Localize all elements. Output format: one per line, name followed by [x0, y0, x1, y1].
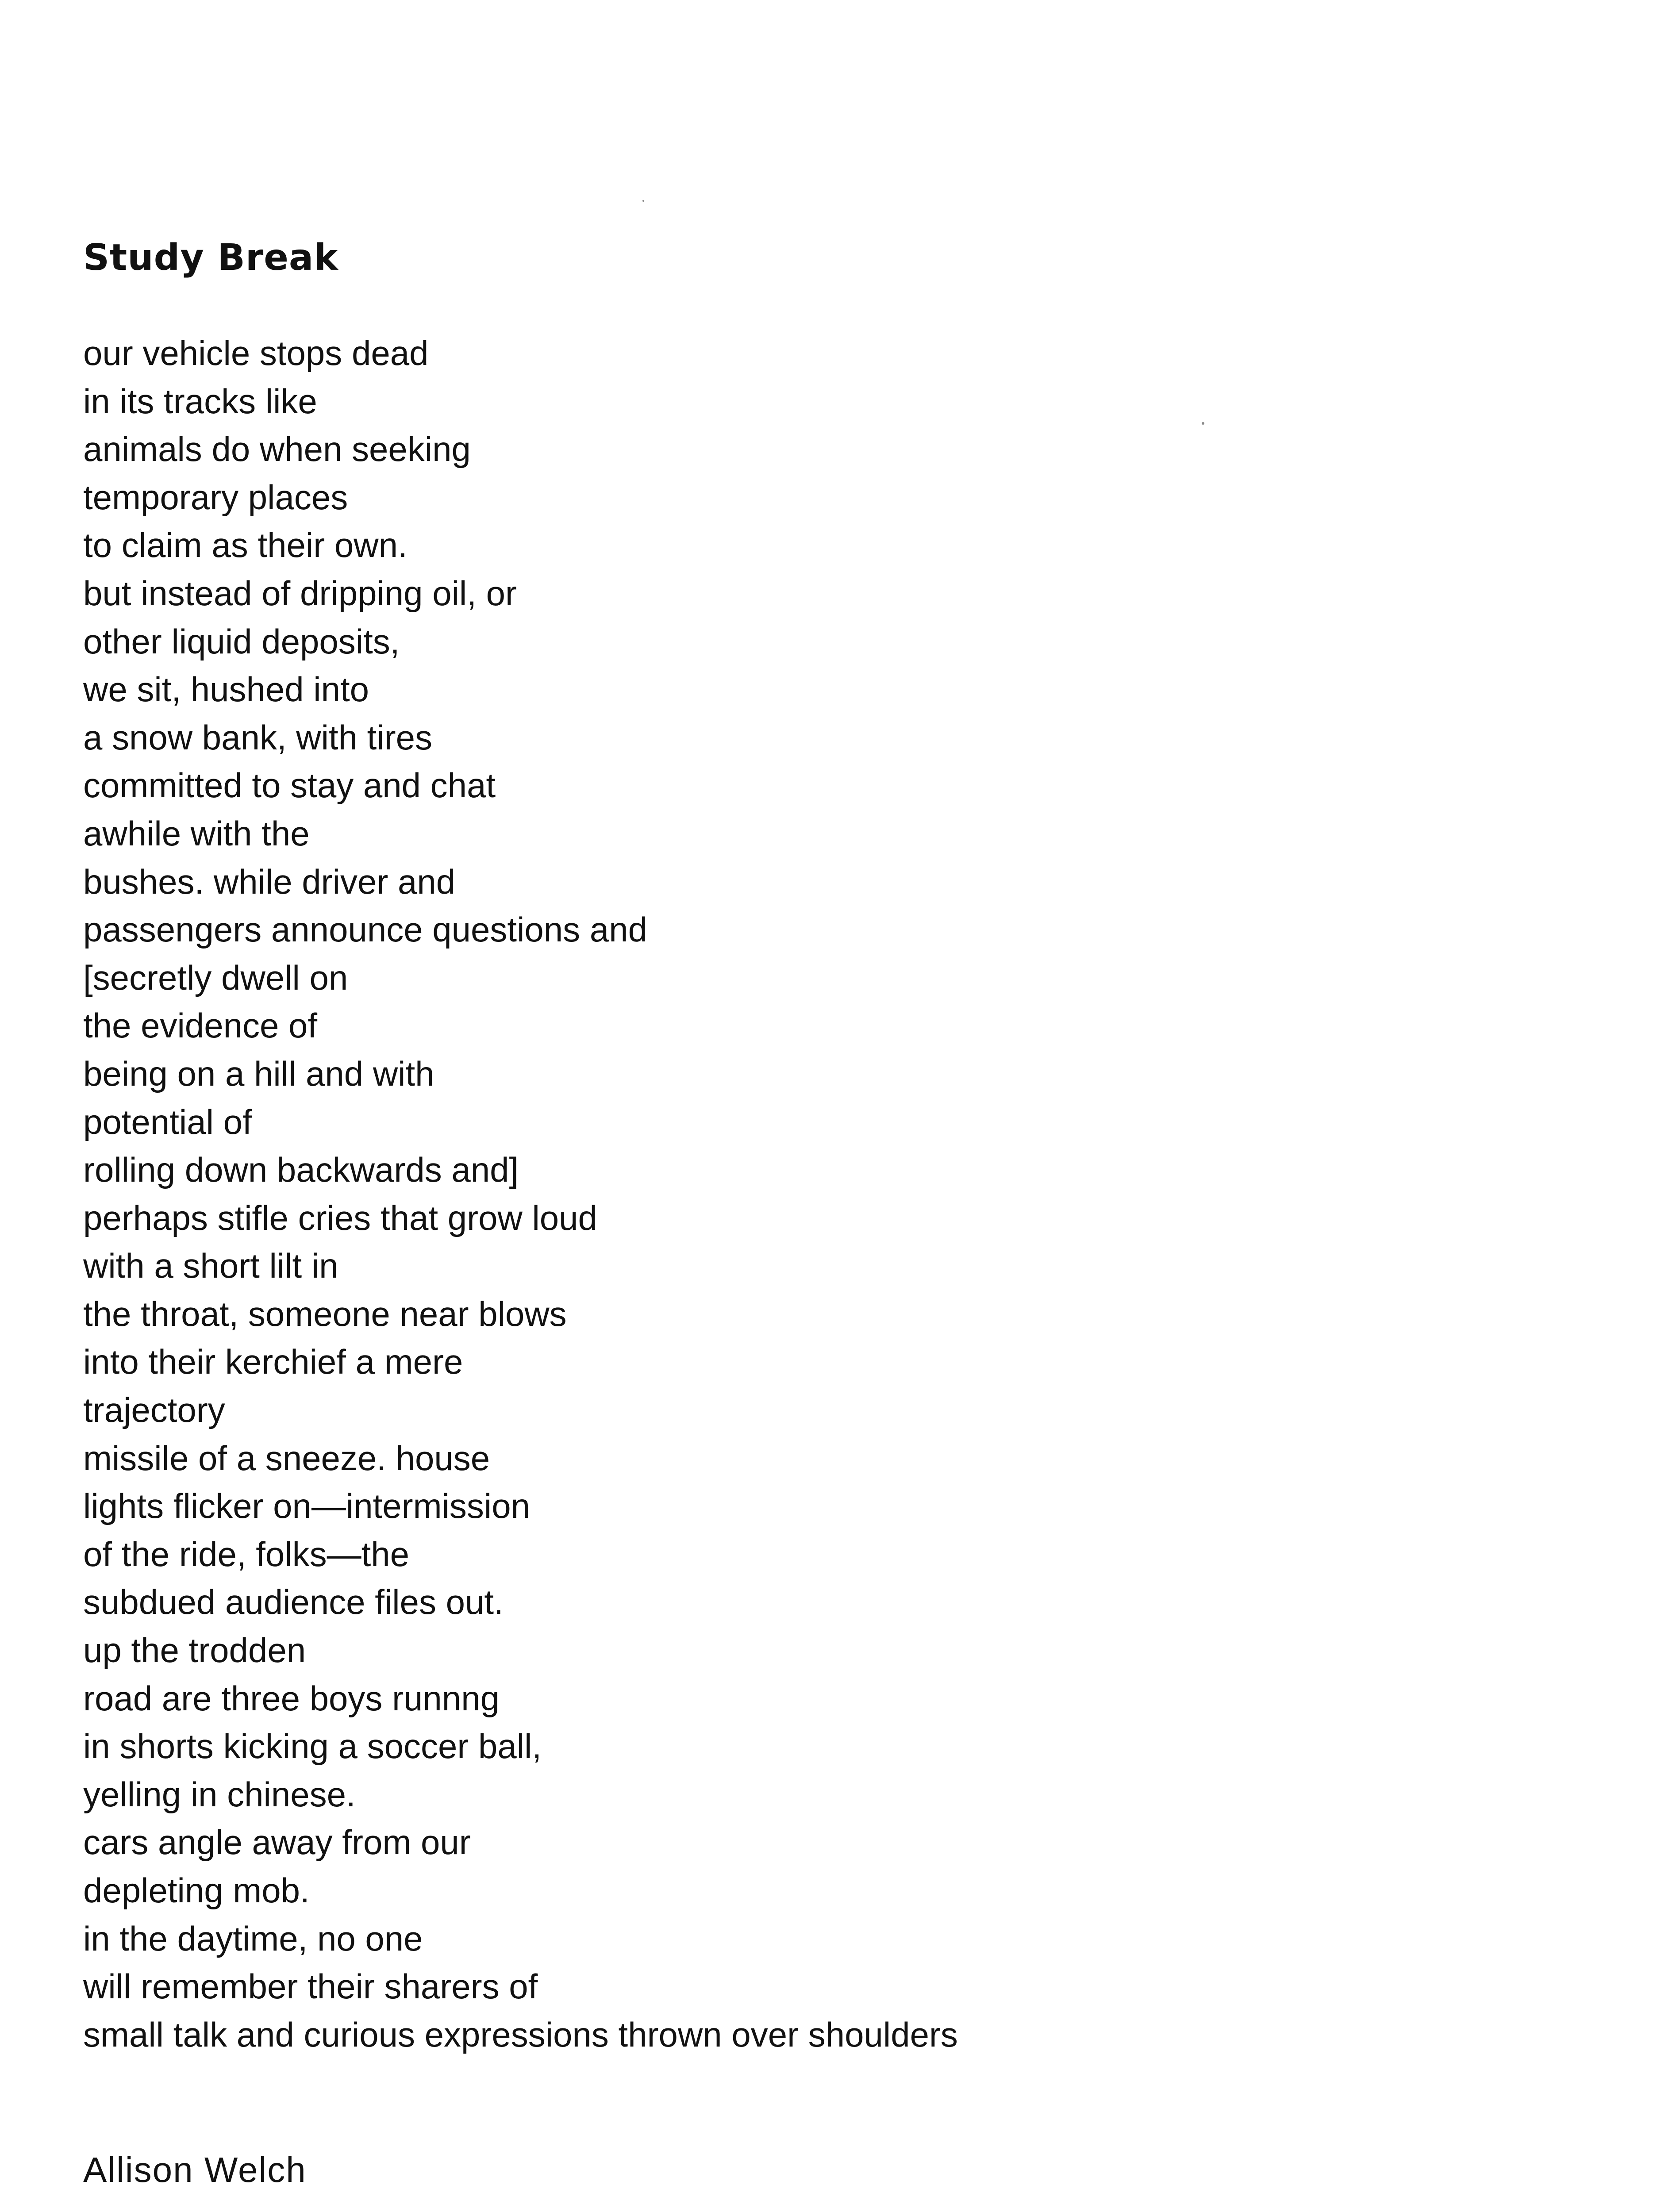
- poem-line: a snow bank, with tires: [83, 718, 433, 757]
- poem-line: small talk and curious expressions thrown over shoulders: [83, 2015, 958, 2054]
- poem-line: the evidence of: [83, 1006, 318, 1045]
- poem-line: we sit, hushed into: [83, 670, 369, 709]
- poem-line: potential of: [83, 1102, 252, 1141]
- scan-speck: [642, 200, 644, 202]
- poem-line: yelling in chinese.: [83, 1774, 356, 1814]
- poem-line: passengers announce questions and: [83, 910, 647, 949]
- poem-author: Allison Welch: [83, 2150, 307, 2189]
- poem-line: depleting mob.: [83, 1871, 310, 1910]
- poem-line: in shorts kicking a soccer ball,: [83, 1727, 542, 1766]
- poem-line: lights flicker on—intermission: [83, 1486, 530, 1526]
- poem-line: up the trodden: [83, 1631, 306, 1670]
- poem-line: perhaps stifle cries that grow loud: [83, 1198, 597, 1237]
- poem-line: with a short lilt in: [83, 1246, 338, 1286]
- poem-line: our vehicle stops dead: [83, 334, 429, 373]
- poem-line: other liquid deposits,: [83, 622, 400, 661]
- poem-line: of the ride, folks—the: [83, 1534, 410, 1574]
- poem-body: [83, 329, 958, 2058]
- poem-line: awhile with the: [83, 814, 310, 853]
- poem-line: rolling down backwards and]: [83, 1150, 519, 1190]
- poem-line: subdued audience files out.: [83, 1582, 504, 1622]
- poem-title: Study Break: [83, 237, 338, 279]
- poem-line: cars angle away from our: [83, 1823, 471, 1862]
- poem-line: temporary places: [83, 477, 348, 517]
- poem-line: in the daytime, no one: [83, 1919, 423, 1958]
- poem-line: trajectory: [83, 1390, 225, 1430]
- poem-line: into their kerchief a mere: [83, 1342, 463, 1382]
- poem-line: in its tracks like: [83, 381, 317, 421]
- poem-line: missile of a sneeze. house: [83, 1438, 490, 1478]
- poem-line: road are three boys runnng: [83, 1678, 500, 1718]
- scan-speck: [1202, 422, 1204, 425]
- poem-line: the throat, someone near blows: [83, 1294, 567, 1333]
- poem-line: bushes. while driver and: [83, 862, 456, 901]
- poem-line: to claim as their own.: [83, 526, 407, 565]
- poem-line: will remember their sharers of: [83, 1967, 538, 2006]
- poem-line: being on a hill and with: [83, 1054, 434, 1093]
- poem-line: animals do when seeking: [83, 430, 471, 469]
- poem-line: but instead of dripping oil, or: [83, 573, 517, 613]
- poem-line: committed to stay and chat: [83, 766, 496, 805]
- poem-line: [secretly dwell on: [83, 958, 348, 997]
